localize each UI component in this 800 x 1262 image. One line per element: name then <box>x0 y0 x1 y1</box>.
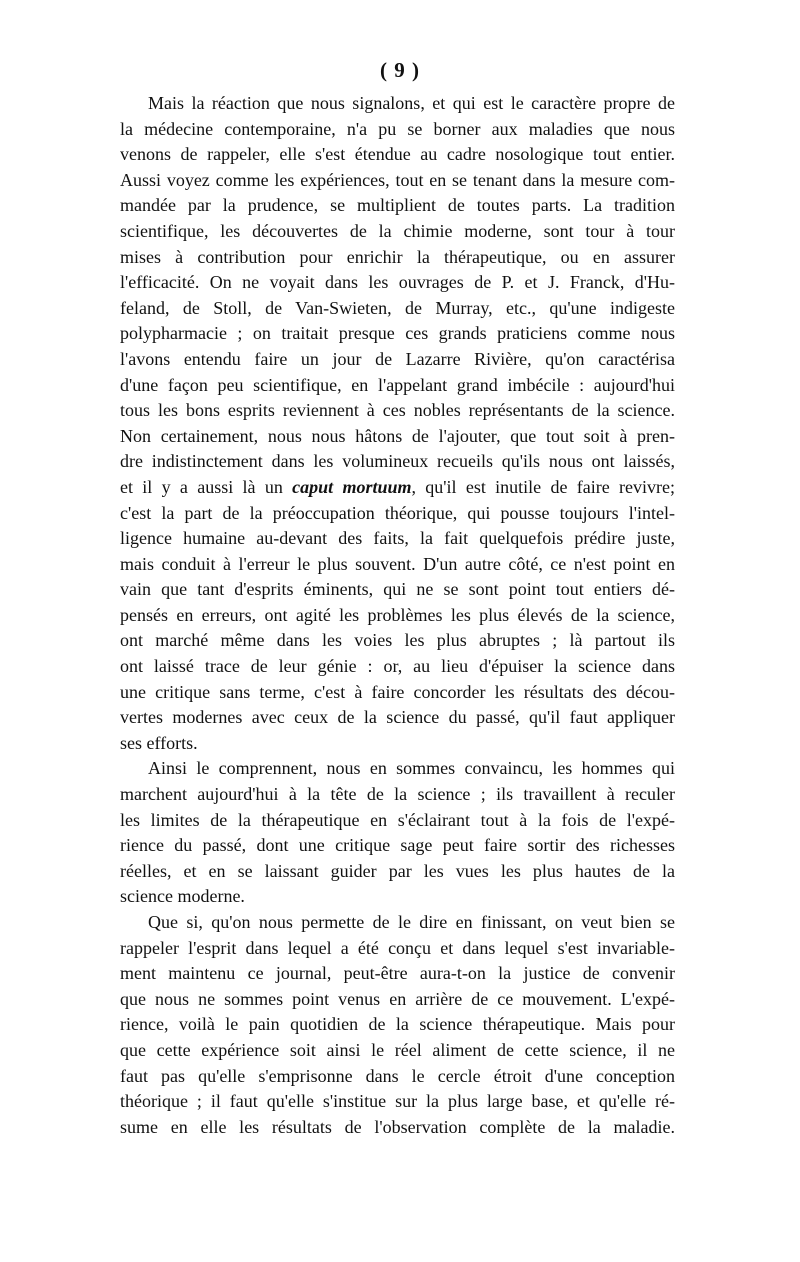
text-line: c'est la part de la préoccupation théorique, qui pousse toujours l'intel- <box>120 502 675 523</box>
body-text <box>120 91 675 1140</box>
text-line: et il y a aussi là un caput mortuum, qu'il est inutile de faire revivre; <box>120 476 675 497</box>
text-line: faut pas qu'elle s'emprisonne dans le cercle étroit d'une conception <box>120 1065 675 1086</box>
text-line: que cette expérience soit ainsi le réel aliment de cette science, il ne <box>120 1039 675 1060</box>
text-line: rappeler l'esprit dans lequel a été conçu et dans lequel s'est invariable- <box>120 937 675 958</box>
text-line: tous les bons esprits reviennent à ces nobles représentants de la science. <box>120 400 675 421</box>
text-line: polypharmacie ; on traitait presque ces grands praticiens comme nous <box>120 323 675 344</box>
text-line: l'avons entendu faire un jour de Lazarre Rivière, qu'on caractérisa <box>120 348 675 369</box>
text-line: l'efficacité. On ne voyait dans les ouvrages de P. et J. Franck, d'Hu- <box>120 272 675 293</box>
text-line: venons de rappeler, elle s'est étendue au cadre nosologique tout entier. <box>120 144 675 165</box>
text-line: Mais la réaction que nous signalons, et qui est le caractère propre de <box>148 93 675 113</box>
text-line: Aussi voyez comme les expériences, tout en se tenant dans la mesure com- <box>120 169 675 190</box>
text-line: que nous ne sommes point venus en arrière de ce mouvement. L'expé- <box>120 988 675 1009</box>
text-line: la médecine contemporaine, n'a pu se borner aux maladies que nous <box>120 118 675 139</box>
text-line: rience, voilà le pain quotidien de la science thérapeutique. Mais pour <box>120 1014 675 1035</box>
text-line: mises à contribution pour enrichir la thérapeutique, ou en assurer <box>120 246 675 267</box>
text-line: vain que tant d'esprits éminents, qui ne se sont point tout entiers dé- <box>120 579 675 600</box>
italic-phrase: caput mortuum <box>292 476 412 497</box>
text-line: mais conduit à l'erreur le plus souvent. D'un autre côté, ce n'est point en <box>120 553 675 574</box>
text-line: feland, de Stoll, de Van-Swieten, de Murray, etc., qu'une indigeste <box>120 297 675 318</box>
text-line: Ainsi le comprennent, nous en sommes convaincu, les hommes qui <box>148 758 675 779</box>
paragraph-1 <box>120 91 675 756</box>
text-line: ont marché même dans les voies les plus abruptes ; là partout ils <box>120 630 675 651</box>
text-line: scientifique, les découvertes de la chimie moderne, sont tour à tour <box>120 220 675 241</box>
text-line: dre indistinctement dans les volumineux recueils qu'ils nous ont laissés, <box>120 451 675 472</box>
text-line: mandée par la prudence, se multiplient de toutes parts. La tradition <box>120 195 675 216</box>
text-line: vertes modernes avec ceux de la science du passé, qu'il faut appliquer <box>120 707 675 728</box>
text-line: ses efforts. <box>120 732 198 753</box>
page-number: ( 9 ) <box>380 58 420 82</box>
text-line: Que si, qu'on nous permette de le dire en finissant, on veut bien se <box>148 912 675 932</box>
text-line: sume en elle les résultats de l'observation complète de la maladie. <box>120 1116 675 1137</box>
text-line: d'une façon peu scientifique, en l'appelant grand imbécile : aujourd'hui <box>120 374 675 395</box>
text-line: Non certainement, nous nous hâtons de l'ajouter, que tout soit à pren- <box>120 425 675 446</box>
text-line: réelles, et en se laissant guider par les vues les plus hautes de la <box>120 860 675 881</box>
paragraph-2 <box>120 756 675 910</box>
text-line: ment maintenu ce journal, peut-être aura-t-on la justice de convenir <box>120 963 675 984</box>
text-line: les limites de la thérapeutique en s'éclairant tout à la fois de l'expé- <box>120 809 675 830</box>
text-line: rience du passé, dont une critique sage peut faire sortir des richesses <box>120 835 675 856</box>
text-line: une critique sans terme, c'est à faire concorder les résultats des décou- <box>120 681 675 702</box>
text-line: science moderne. <box>120 886 245 907</box>
paragraph-3 <box>120 910 675 1140</box>
text-line: marchent aujourd'hui à la tête de la science ; ils travaillent à reculer <box>120 784 675 805</box>
text-line: ont laissé trace de leur génie : or, au lieu d'épuiser la science dans <box>120 656 675 677</box>
text-line: ligence humaine au-devant des faits, la fait quelquefois prédire juste, <box>120 528 675 549</box>
text-line: pensés en erreurs, ont agité les problèmes les plus élevés de la science, <box>120 604 675 625</box>
text-line: théorique ; il faut qu'elle s'institue sur la plus large base, et qu'elle ré- <box>120 1091 675 1112</box>
